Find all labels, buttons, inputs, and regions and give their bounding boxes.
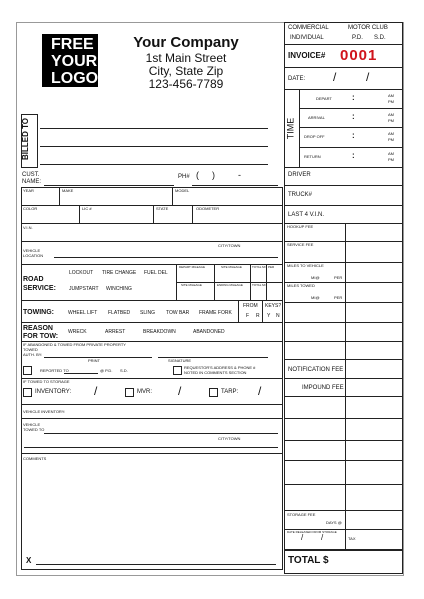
wheel-lift-label[interactable]: WHEEL LIFT	[68, 310, 98, 316]
comments-label: COMMENTS	[23, 456, 47, 461]
grid-h1	[21, 187, 283, 188]
n-label[interactable]: N	[276, 313, 280, 319]
y-label[interactable]: Y	[267, 313, 271, 319]
abandoned-label[interactable]: ABANDONED	[193, 329, 225, 335]
right-h14	[284, 359, 403, 360]
location-city-label: CITY/TOWN	[218, 243, 241, 248]
time-h2	[299, 127, 403, 128]
billed-line-2	[40, 146, 268, 147]
total-label: TOTAL $	[288, 555, 329, 566]
grid-h4	[21, 241, 283, 242]
last4-label: LAST 4 V.I.N.	[288, 212, 325, 218]
ending-mileage-label: ENDING MILEAGE	[217, 283, 243, 287]
towed-city-label: CITY/TOWN	[218, 436, 241, 441]
reason-label-2: FOR TOW:	[23, 333, 59, 340]
time-depart-colon: :	[352, 93, 355, 102]
time-dropoff-colon: :	[352, 131, 355, 140]
winching-label[interactable]: WINCHING	[106, 286, 132, 292]
tow-div-2	[262, 300, 263, 322]
commercial-label[interactable]: COMMERCIAL	[288, 25, 329, 31]
inventory-slash: /	[94, 384, 98, 398]
time-return-am[interactable]: AM	[388, 151, 394, 156]
vehicle-towed-label-2: TOWED TO	[23, 427, 45, 432]
miles-to-vehicle-mi: MI@	[311, 275, 320, 280]
driver-label: DRIVER	[288, 172, 311, 178]
time-depart-label: DEPART	[316, 96, 332, 101]
lic-label: LIC #	[82, 206, 92, 211]
jumpstart-label[interactable]: JUMPSTART	[69, 286, 99, 292]
towed-to-line	[44, 433, 278, 434]
billed-line-1	[40, 128, 268, 129]
lic-div	[153, 205, 154, 223]
breakdown-label[interactable]: BREAKDOWN	[143, 329, 176, 335]
tarp-checkbox[interactable]	[209, 388, 218, 397]
year-label: YEAR	[23, 188, 34, 193]
tax-label: TAX	[348, 536, 356, 541]
invoice-number: 0001	[340, 47, 378, 64]
grid-h5	[21, 264, 283, 265]
motor-club-label[interactable]: MOTOR CLUB	[348, 25, 388, 31]
r-label[interactable]: R	[256, 313, 260, 319]
logo-line3: LOGO	[51, 70, 99, 87]
grid-h6	[21, 300, 283, 301]
cust-label-2: NAME:	[22, 179, 42, 185]
right-column	[284, 22, 403, 574]
right-h20	[284, 484, 403, 485]
time-label: TIME	[285, 117, 296, 140]
storage-fee-label: STORAGE FEE	[287, 512, 316, 517]
time-arrival-label: ARRIVAL	[308, 115, 325, 120]
impound-fee-label: IMPOUND FEE	[302, 385, 344, 391]
inventory-label: INVENTORY:	[35, 389, 72, 395]
mvr-label: MVR:	[137, 389, 152, 395]
logo	[42, 34, 98, 87]
time-dropoff-am[interactable]: AM	[388, 131, 394, 136]
time-return-label: RETURN	[304, 154, 321, 159]
right-h18	[284, 440, 403, 441]
grid-h12	[21, 453, 283, 454]
truck-label: TRUCK#	[288, 192, 313, 198]
date-label: DATE:	[288, 76, 306, 82]
sling-label[interactable]: SLING	[140, 310, 156, 316]
sd-label-right[interactable]: S.D.	[374, 35, 386, 41]
grid-h10	[21, 404, 283, 405]
logo-line1: FREE	[51, 36, 94, 53]
make-div	[172, 187, 173, 205]
right-h5	[284, 185, 403, 186]
grid-h7	[21, 322, 283, 323]
vehicle-location-label-1: VEHICLE	[23, 248, 41, 253]
signature-label: SIGNATURE	[168, 358, 192, 363]
year-div	[59, 187, 60, 205]
miles-towed-label: MILES TOWED	[287, 283, 315, 288]
time-arrival-colon: :	[352, 112, 355, 121]
reported-checkbox[interactable]	[23, 366, 32, 375]
x-mark: X	[26, 556, 32, 565]
miles-towed-mi: MI@	[311, 295, 320, 300]
tarp-slash: /	[258, 384, 262, 398]
hookup-fee-label: HOOKUP FEE	[287, 224, 314, 229]
company-city: City, State Zip	[148, 64, 224, 78]
abandoned-line-3: AUTH. BY:	[23, 352, 43, 357]
time-dropoff-pm[interactable]: PM	[388, 137, 394, 142]
frame-fork-label[interactable]: FRAME FORK	[199, 310, 232, 316]
time-h1	[299, 108, 403, 109]
right-h19	[284, 460, 403, 461]
wreck-label[interactable]: WRECK	[68, 329, 87, 335]
logo-line2: YOUR	[51, 53, 98, 70]
vehicle-location-label-2: LOCATION	[23, 253, 44, 258]
company-street: 1st Main Street	[145, 51, 227, 65]
f-label[interactable]: F	[246, 313, 250, 319]
grid-h11	[21, 418, 283, 419]
reported-label: REPORTED TO	[40, 368, 69, 373]
color-div	[79, 205, 80, 223]
right-h4	[284, 167, 403, 168]
right-h12	[284, 322, 403, 323]
ph-paren-open: (	[196, 170, 199, 180]
road-service-label-1: ROAD	[23, 276, 44, 283]
company-phone: 123-456-7789	[148, 77, 224, 91]
miles-to-vehicle-per: PER	[334, 275, 343, 280]
fuel-del-label[interactable]: FUEL DEL	[144, 270, 168, 276]
cust-name-line	[44, 185, 174, 186]
abandoned-line-1: IF ABANDONED & TOWED FROM PRIVATE PROPERTY	[23, 342, 126, 347]
mvr-checkbox[interactable]	[125, 388, 134, 397]
lockout-label[interactable]: LOCKOUT	[69, 270, 94, 276]
right-h6	[284, 205, 403, 206]
mvr-slash: /	[178, 384, 182, 398]
tow-bar-label[interactable]: TOW BAR	[166, 310, 190, 316]
requestor-line-1: REQUESTOR'S ADDRESS & PHONE #	[184, 365, 256, 370]
reason-label-1: REASON	[23, 325, 53, 332]
keys-label: KEYS?	[265, 303, 282, 309]
vehicle-towed-label-1: VEHICLE	[23, 422, 41, 427]
ph-paren-close: )	[212, 170, 215, 180]
vehicle-inventory-label: VEHICLE INVENTORY:	[23, 409, 66, 414]
time-arrival-pm[interactable]: PM	[388, 118, 394, 123]
service-fee-label: SERVICE FEE	[287, 242, 314, 247]
company-block	[108, 34, 264, 91]
right-h15	[284, 378, 403, 379]
reported-line	[64, 373, 98, 374]
miles-to-vehicle-label: MILES TO VEHICLE	[287, 263, 324, 268]
requestor-line-2: NOTED IN COMMENTS SECTION	[184, 370, 247, 375]
miles-towed-per: PER	[334, 295, 343, 300]
from-label: FROM	[243, 303, 258, 309]
company-name: Your Company	[133, 34, 239, 51]
right-h23	[284, 549, 403, 551]
pd-label-right[interactable]: P.D.	[352, 35, 363, 41]
date-released-slash-2: /	[321, 533, 324, 542]
date-released-slash-1: /	[301, 533, 304, 542]
total-mi-label-2: TOTAL MI	[252, 283, 266, 287]
right-h2	[284, 67, 403, 68]
date-released-label: DATE RELEASED FROM STORAGE	[287, 530, 337, 534]
fee-div	[345, 223, 346, 549]
state-label: STATE	[156, 206, 169, 211]
sd-label: S.D.	[120, 368, 128, 373]
billed-to-label: BILLED TO	[21, 117, 31, 161]
per-label: PER	[268, 265, 275, 269]
time-div	[299, 89, 300, 167]
time-return-pm[interactable]: PM	[388, 157, 394, 162]
site-mileage-label: SITE MILEAGE	[221, 265, 242, 269]
odometer-label: ODOMETER	[196, 206, 220, 211]
notification-fee-label: NOTIFICATION FEE	[288, 367, 344, 373]
grid-h2	[21, 205, 283, 206]
individual-label[interactable]: INDIVIDUAL	[290, 35, 324, 41]
grid-h3	[21, 223, 283, 224]
road-service-label-2: SERVICE:	[23, 285, 56, 292]
make-label: MAKE	[62, 188, 74, 193]
ph-label: PH#	[178, 174, 190, 180]
cust-label-1: CUST.	[22, 172, 40, 178]
towed-city-line	[24, 447, 278, 448]
flatbed-label[interactable]: FLATBED	[108, 310, 131, 316]
ph-dash: -	[238, 170, 241, 180]
tow-div-1	[238, 300, 239, 322]
towing-label: TOWING:	[23, 309, 54, 316]
print-label: PRINT	[88, 358, 100, 363]
site-mileage-label-2: SITE MILEAGE	[181, 283, 202, 287]
time-h3	[299, 147, 403, 148]
ph-line	[192, 185, 278, 186]
dep-mileage-label: DEPART MILEAGE	[179, 265, 206, 269]
time-depart-am[interactable]: AM	[388, 93, 394, 98]
right-h16	[284, 396, 403, 397]
time-dropoff-label: DROP OFF	[304, 134, 325, 139]
requestor-checkbox[interactable]	[173, 366, 182, 375]
billed-line-3	[40, 164, 268, 165]
inventory-checkbox[interactable]	[23, 388, 32, 397]
signature-x-line	[36, 564, 276, 565]
right-h17	[284, 418, 403, 419]
right-h13	[284, 341, 403, 342]
tarp-label: TARP:	[221, 389, 239, 395]
invoice-label: INVOICE#	[288, 51, 326, 60]
right-h3	[284, 89, 403, 90]
location-line	[54, 257, 278, 258]
abandoned-line-2: TOWED	[23, 347, 38, 352]
color-label: COLOR	[23, 206, 38, 211]
time-arrival-am[interactable]: AM	[388, 112, 394, 117]
vin-label: V.I.N.	[23, 225, 33, 230]
right-h21	[284, 510, 403, 511]
right-h1	[284, 44, 403, 45]
time-depart-pm[interactable]: PM	[388, 99, 394, 104]
right-h11	[284, 302, 403, 303]
time-return-colon: :	[352, 151, 355, 160]
days-at-label: DAYS @	[326, 520, 342, 525]
date-slash-1: /	[333, 70, 337, 84]
model-label: MODEL	[175, 188, 190, 193]
total-mi-label: TOTAL MI	[252, 265, 266, 269]
state-div	[192, 205, 193, 223]
date-slash-2: /	[366, 70, 370, 84]
pd-label: @ P.D.	[100, 368, 113, 373]
tire-change-label[interactable]: TIRE CHANGE	[102, 270, 137, 276]
storage-label: IF TOWED TO STORAGE	[23, 379, 70, 384]
arrest-label[interactable]: ARREST	[105, 329, 126, 335]
